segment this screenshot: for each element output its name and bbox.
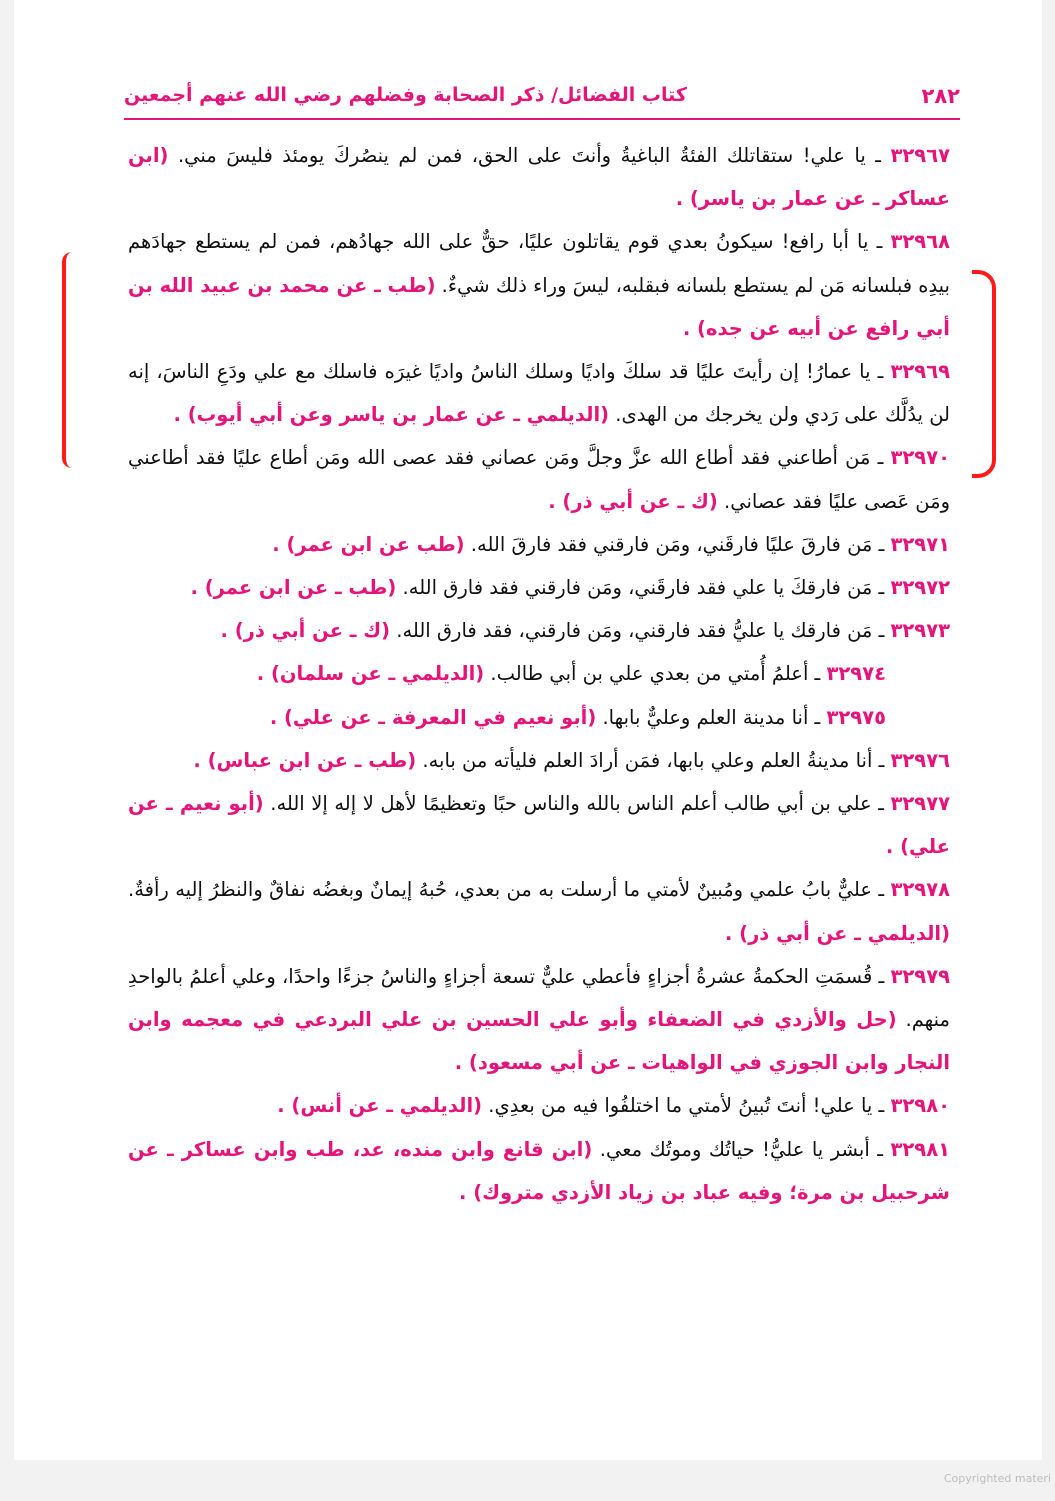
hadith-number: ٣٢٩٧٧ <box>890 792 950 816</box>
hadith-source: (الديلمي ـ عن أنس) . <box>277 1094 483 1118</box>
hadith-text: ـ أعلمُ أُمتي من بعدي علي بن أبي طالب. <box>484 662 827 686</box>
hadith-text: ـ علي بن أبي طالب أعلم الناس بالله والناس حبًا وتعظيمًا لأهل لا إله إلا الله. <box>263 792 891 816</box>
hadith-text: ـ يا عمارُ! إن رأيتَ عليًا قد سلكَ واديًا وسلك الناسُ واديًا غيرَه فاسلك مع علي ودَعِ الناسَ، إنه لن يدُلَّك على رَدي ولن يخرجك من الهدى. <box>128 360 950 427</box>
hadith-source: (طب عن ابن عمر) . <box>272 532 465 556</box>
page-number: ٢٨٢ <box>921 84 960 108</box>
hadith-number: ٣٢٩٧٩ <box>890 964 950 988</box>
hadith-number: ٣٢٩٦٩ <box>890 360 950 384</box>
hadith-entry <box>128 696 950 739</box>
hadith-number: ٣٢٩٦٧ <box>890 144 950 167</box>
hadith-source: (ك ـ عن أبي ذر) . <box>220 619 391 643</box>
hadith-entry <box>128 436 950 522</box>
hadith-entry <box>128 1084 950 1127</box>
hadith-text: ـ مَن فارقك يا عليُّ فقد فارقني، ومَن فارقني، فقد فارق الله. <box>390 619 891 643</box>
hadith-text: ـ عليٌّ بابُ علمي ومُبينٌ لأمتي ما أرسلت به من بعدي، حُبهُ إيمانٌ وبغضُه نفاقٌ والنظرُ إليه رأفةٌ. <box>128 878 891 902</box>
hadith-entry <box>128 652 950 695</box>
hadith-entry <box>128 134 950 220</box>
hadith-entry <box>128 609 950 652</box>
hadith-entry <box>128 523 950 566</box>
hadith-entry <box>128 1128 950 1214</box>
hadith-number: ٣٢٩٧٤ <box>826 662 886 686</box>
hadith-source: (طب ـ عن محمد بن عبيد الله بن أبي رافع عن أبيه عن جده) . <box>128 273 950 340</box>
hadith-source: (أبو نعيم ـ عن علي) . <box>128 792 950 859</box>
hadith-source: (الديلمي ـ عن سلمان) . <box>256 662 485 686</box>
hadith-text: ـ أنا مدينةُ العلم وعلي بابها، فمَن أرادَ العلم فليأته من بابه. <box>416 748 891 772</box>
hadith-text: ـ مَن فارقكَ يا علي فقد فارقَني، ومَن فارقني فقد فارق الله. <box>396 576 891 600</box>
copyright-watermark: Copyrighted materi <box>943 1472 1051 1485</box>
hadith-text: ـ أبشر يا عليُّ! حياتُك وموتُك معي. <box>592 1137 891 1161</box>
running-title: كتاب الفضائل/ ذكر الصحابة وفضلهم رضي الله عنهم أجمعين <box>124 84 687 106</box>
hadith-number: ٣٢٩٧١ <box>890 532 950 556</box>
hadith-source: (الديلمي ـ عن أبي ذر) . <box>724 921 950 945</box>
red-annotation-bracket-right <box>972 270 996 478</box>
hadith-number: ٣٢٩٧٨ <box>890 878 950 902</box>
hadith-source: (أبو نعيم في المعرفة ـ عن علي) . <box>269 705 597 729</box>
book-page <box>14 0 1042 1460</box>
hadith-entry <box>128 350 950 436</box>
hadith-text: ـ مَن أطاعني فقد أطاع الله عزَّ وجلَّ ومَن عصاني فقد عصى الله ومَن أطاع عليًا فقد أطاعني ومَن عَصى عليًا فقد عصاني. <box>128 446 950 513</box>
red-annotation-bracket-left <box>62 252 80 468</box>
hadith-text: ـ يا أبا رافع! سيكونُ بعدي قوم يقاتلون عليًا، حقٌّ على الله جهادُهم، فمن لم يستطع جهادَهم بيدِه فبلسانه مَن لم يستطع بلسانه فبقلبه، ليسَ وراء ذلك شيءٌ. <box>128 230 950 297</box>
hadith-source: (ابن عساكر ـ عن عمار بن ياسر) . <box>128 144 950 211</box>
hadith-list <box>128 134 950 1214</box>
hadith-number: ٣٢٩٨٠ <box>890 1094 950 1118</box>
hadith-number: ٣٢٩٧٣ <box>890 619 950 643</box>
hadith-text: ـ يا علي! أنتَ تُبينُ لأمتي ما اختلفُوا فيه من بعدِي. <box>482 1094 891 1118</box>
hadith-source: (حل والأزدي في الضعفاء وأبو علي الحسين بن علي البردعي في معجمه وابن النجار وابن الجوزي في الواهيات ـ عن أبي مسعود) . <box>128 1008 950 1075</box>
hadith-entry <box>128 739 950 782</box>
hadith-number: ٣٢٩٧٢ <box>890 576 950 600</box>
hadith-entry <box>128 220 950 350</box>
hadith-source: (ك ـ عن أبي ذر) . <box>548 489 718 513</box>
hadith-text: ـ يا علي! ستقاتلك الفئةُ الباغيةُ وأنتَ على الحق، فمن لم ينصُركَ يومئذ فليسَ مني. <box>168 144 891 167</box>
hadith-text: ـ أنا مدينة العلم وعليٌّ بابها. <box>596 705 827 729</box>
hadith-source: (الديلمي ـ عن عمار بن ياسر وعن أبي أيوب) . <box>173 403 610 427</box>
hadith-source: (ابن قانع وابن منده، عد، طب وابن عساكر ـ عن شرحبيل بن مرة؛ وفيه عباد بن زياد الأزدي متروك) . <box>128 1137 950 1204</box>
hadith-text: ـ مَن فارقَ عليًا فارقَني، ومَن فارقني فقد فارقَ الله. <box>464 532 891 556</box>
hadith-entry <box>128 955 950 1085</box>
hadith-number: ٣٢٩٧٦ <box>890 748 950 772</box>
hadith-number: ٣٢٩٧٠ <box>890 446 950 470</box>
hadith-number: ٣٢٩٨١ <box>890 1137 950 1161</box>
hadith-entry <box>128 782 950 868</box>
hadith-entry <box>128 868 950 954</box>
hadith-source: (طب ـ عن ابن عباس) . <box>193 748 417 772</box>
hadith-number: ٣٢٩٦٨ <box>890 230 950 254</box>
hadith-number: ٣٢٩٧٥ <box>826 705 886 729</box>
hadith-entry <box>128 566 950 609</box>
page-header <box>124 78 960 120</box>
hadith-text: ـ قُسمَتِ الحكمةُ عشرةُ أجزاءٍ فأعطي عليٌّ تسعة أجزاءٍ والناسُ جزءًا واحدًا، وعلي أعلمُ بالواحدِ منهم. <box>128 964 950 1032</box>
hadith-source: (طب ـ عن ابن عمر) . <box>190 576 397 600</box>
